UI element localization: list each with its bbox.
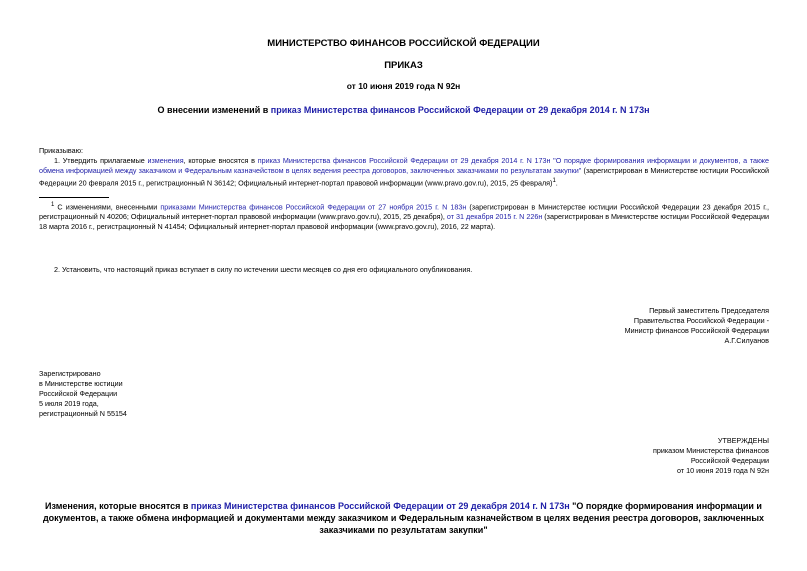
footnote-ref[interactable]: 1: [552, 178, 556, 184]
signature-line: Правительства Российской Федерации -: [633, 316, 769, 325]
approval-line: приказом Министерства финансов: [652, 446, 769, 455]
footnote-divider: [39, 197, 109, 198]
footnote-mark: 1: [51, 202, 55, 208]
subject-prefix: О внесении изменений в: [157, 105, 271, 115]
order-173n-link[interactable]: приказ Министерства финансов Российской Федерации от 29 декабря 2014 г. N 173н "О порядке формирования информации и документов, а также обмена информацией между заказчиком и Федеральным казначейством в целях ведения реестра договоров, заключенных заказчиками по результатам закупки": [39, 156, 769, 175]
order-226n-link[interactable]: от 31 декабря 2015 г. N 226н: [446, 212, 543, 222]
ministry-heading: МИНИСТЕРСТВО ФИНАНСОВ РОССИЙСКОЙ ФЕДЕРАЦИИ: [267, 38, 540, 49]
footnote-text-c: (зарегистрирован в Министерстве юстиции Российской Федерации 18 марта 2016 г., регистрационный N 41454; Официальный интернет-портал правовой информации (www.pravo.gov.ru), 2016, 22 марта).: [39, 212, 770, 232]
registration-date: 5 июля 2019 года,: [39, 399, 99, 408]
registration-line: в Министерстве юстиции: [39, 379, 123, 388]
registration-block: [39, 369, 239, 419]
changes-title-suffix: "О порядке формирования информации и документов, а также обмена информацией и документами между заказчиком и Федеральным казначейством в целях ведения реестра договоров, заключенных заказчиками по результатам закупки": [42, 501, 765, 535]
registration-line: Российской Федерации: [39, 389, 118, 398]
order-183n-link[interactable]: приказами Министерства финансов Российской Федерации от 27 ноября 2015 г. N 183н: [160, 202, 467, 212]
approval-line: Российской Федерации: [690, 456, 769, 465]
approval-block: [469, 436, 769, 476]
signature-line: Министр финансов Российской Федерации: [624, 326, 769, 335]
changes-title-order-link[interactable]: приказ Министерства финансов Российской Федерации от 29 декабря 2014 г. N 173н: [190, 501, 570, 511]
document-date-number: от 10 июня 2019 года N 92н: [346, 81, 461, 91]
signature-block: [469, 306, 769, 346]
registration-number: регистрационный N 55154: [39, 409, 127, 418]
approval-date: от 10 июня 2019 года N 92н: [676, 466, 769, 475]
p1-text-d: .: [555, 178, 558, 188]
paragraph-1: [39, 156, 769, 188]
signature-name: А.Г.Силуанов: [724, 336, 769, 345]
subject-order-link[interactable]: приказ Министерства финансов Российской Федерации от 29 декабря 2014 г. N 173н: [270, 105, 650, 115]
paragraph-2: 2. Установить, что настоящий приказ вступает в силу по истечении шести месяцев со дня его официального опубликования.: [54, 265, 473, 274]
approval-line: УТВЕРЖДЕНЫ: [717, 436, 769, 445]
p1-text-a: 1. Утвердить прилагаемые: [54, 156, 148, 165]
signature-line: Первый заместитель Председателя: [649, 306, 769, 315]
footnote: [39, 200, 769, 232]
changes-title-prefix: Изменения, которые вносятся в: [45, 501, 191, 511]
changes-title: [40, 500, 767, 536]
registration-line: Зарегистрировано: [39, 369, 101, 378]
changes-link[interactable]: изменения: [147, 156, 184, 165]
document-subject: [0, 105, 807, 115]
p1-text-c: (зарегистрирован в Министерстве юстиции Российской Федерации 20 февраля 2015 г., регистрационный N 36142; Официальный интернет-портал правовой информации (www.pravo.gov.ru), 2015, 25 февраля): [39, 166, 769, 188]
footnote-text-a: С изменениями, внесенными: [54, 202, 161, 212]
document-type: ПРИКАЗ: [384, 60, 423, 71]
p1-text-b: , которые вносятся в: [183, 156, 258, 165]
footnote-text-b: (зарегистрирован в Министерстве юстиции Российской Федерации 23 декабря 2015 г., регистрационный N 40206; Официальный интернет-портал правовой информации (www.pravo.gov.ru), 2015, 25 декабря),: [39, 202, 769, 222]
intro-text: Приказываю:: [39, 146, 83, 155]
